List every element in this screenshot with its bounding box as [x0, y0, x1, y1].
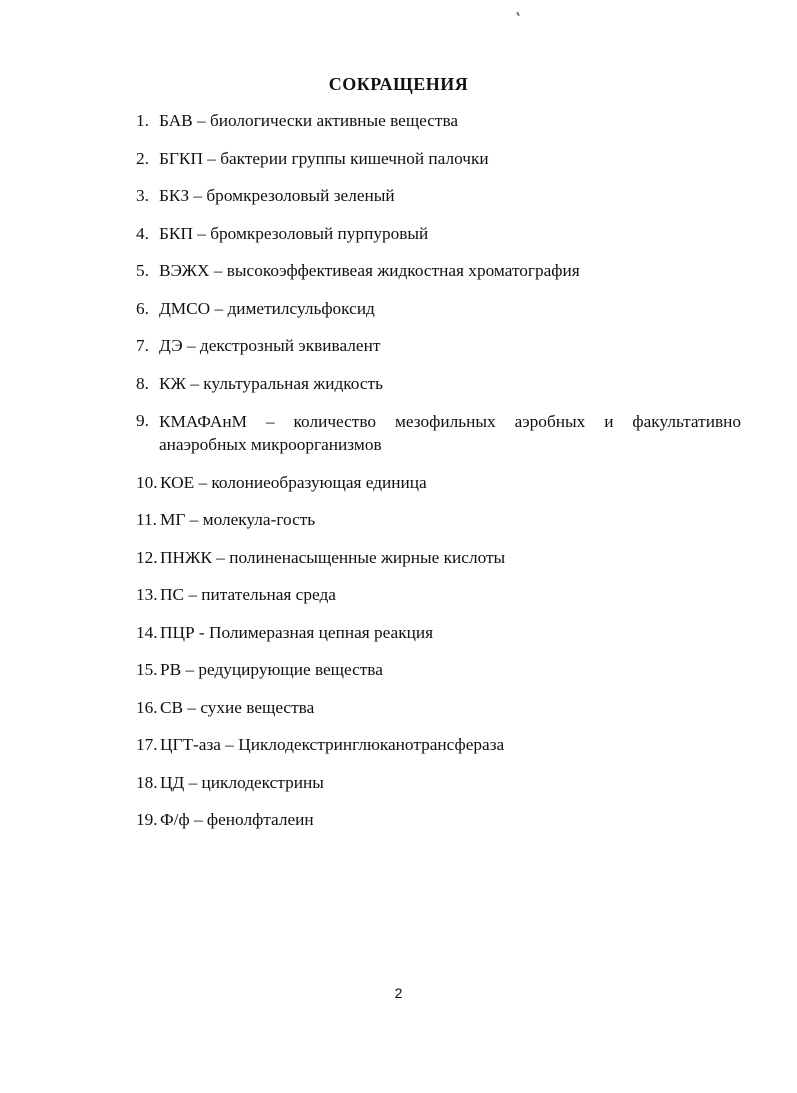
item-number: 4. [136, 223, 149, 243]
item-text: БАВ – биологически активные вещества [159, 111, 459, 130]
list-item [136, 697, 741, 719]
item-number: 11. [136, 510, 157, 529]
item-text: КЖ – культуральная жидкость [159, 373, 383, 393]
list-item [136, 622, 741, 644]
item-number: 8. [136, 373, 149, 393]
item-number: 1. [136, 111, 149, 130]
item-text: Ф/ф – фенолфталеин [160, 810, 314, 829]
list-item [136, 734, 741, 756]
item-text: ДЭ – декстрозный эквивалент [159, 336, 381, 355]
list-item [136, 659, 741, 681]
list-item [136, 335, 741, 357]
item-number: 18. [136, 772, 158, 792]
item-text: ЦГТ-аза – Циклодекстринглюканотрансфераза [160, 735, 505, 754]
list-item [136, 223, 741, 245]
list-item [136, 547, 741, 569]
item-number: 7. [136, 336, 149, 355]
item-number: 12. [136, 547, 158, 567]
item-text: ВЭЖХ – высокоэффективеая жидкостная хроматография [159, 261, 580, 280]
item-text: БКЗ – бромкрезоловый зеленый [159, 186, 395, 205]
abbreviation-list [136, 110, 741, 847]
item-number: 17. [136, 735, 158, 754]
item-text: КМАФАнМ – количество мезофильных аэробных и факультативно анаэробных микроорганизмов [159, 412, 741, 454]
page-number: 2 [394, 985, 403, 1001]
list-item [136, 148, 741, 170]
list-item [136, 584, 741, 606]
item-text: ДМСО – диметилсульфоксид [159, 298, 375, 318]
list-item [136, 472, 741, 494]
list-item [136, 509, 741, 531]
item-text: ПС – питательная среда [160, 585, 336, 604]
item-number: 14. [136, 622, 158, 642]
list-item [136, 373, 741, 395]
page-title: СОКРАЩЕНИЯ [328, 74, 469, 94]
item-number: 15. [136, 660, 158, 679]
item-text: СВ – сухие вещества [160, 697, 315, 717]
item-number: 13. [136, 585, 158, 604]
list-item [136, 110, 741, 132]
item-text: КОЕ – колониеобразующая единица [160, 472, 427, 492]
item-text: ПЦР - Полимеразная цепная реакция [160, 622, 434, 642]
list-item [136, 185, 741, 207]
scan-speck [516, 12, 520, 16]
list-item [136, 809, 741, 831]
item-number: 5. [136, 261, 149, 280]
list-item [136, 260, 741, 282]
item-number: 2. [136, 148, 149, 168]
item-number: 16. [136, 697, 158, 717]
item-text: БКП – бромкрезоловый пурпуровый [159, 223, 429, 243]
list-item [136, 772, 741, 794]
item-number: 10. [136, 472, 158, 492]
list-item [136, 410, 741, 456]
item-number: 19. [136, 810, 158, 829]
item-text: РВ – редуцирующие вещества [160, 660, 383, 679]
item-text: МГ – молекула-гость [160, 510, 316, 529]
item-number: 6. [136, 298, 149, 318]
item-number: 9. [136, 411, 149, 430]
list-item [136, 298, 741, 320]
item-text: ЦД – циклодекстрины [160, 772, 324, 792]
item-number: 3. [136, 186, 149, 205]
item-text: БГКП – бактерии группы кишечной палочки [159, 148, 489, 168]
item-text: ПНЖК – полиненасыщенные жирные кислоты [160, 547, 506, 567]
